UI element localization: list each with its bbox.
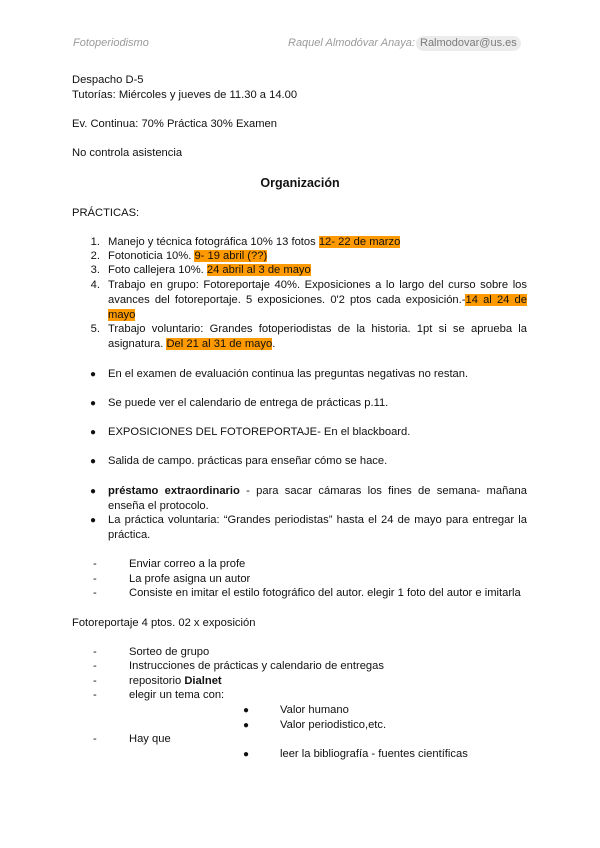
bullet-icon: ● [243, 720, 250, 731]
bullet-icon: ● [90, 486, 97, 497]
bullet-icon: ● [90, 398, 97, 409]
voluntary-step: Consiste en imitar el estilo fotográfico del autor. elegir 1 foto del autor e imitarla [129, 587, 521, 599]
tutoring-text: Tutorías: Miércoles y jueves de 11.30 a 14.00 [72, 89, 298, 101]
fotoreportaje-step [129, 675, 222, 687]
list-number: 5. [90, 323, 100, 335]
list-number: 4. [90, 279, 100, 291]
fotoreportaje-step: Instrucciones de prácticas y calendario de entregas [129, 660, 384, 672]
practica-text: Trabajo en grupo: Fotoreportaje 40%. Exposiciones a lo largo del curso sobre los avances del fotoreportaje. 5 exposiciones. 0'2 ptos cada exposición.- [108, 279, 527, 306]
bullet-icon: ● [90, 427, 97, 438]
practica-item-3 [108, 264, 311, 276]
hay-que-item: leer la bibliografía - fuentes científicas [280, 748, 468, 760]
dash-marker: - [93, 558, 97, 570]
practica-text: Fotonoticia 10%. [108, 250, 195, 262]
practica-text: Trabajo voluntario: Grandes fotoperiodistas de la historia. 1pt si se aprueba la asignatura. [108, 323, 527, 350]
dash-marker: - [93, 675, 97, 687]
practica-text: Manejo y técnica fotográfica 10% 13 fotos [108, 236, 319, 248]
practica-text: Foto callejera 10%. [108, 264, 207, 276]
dash-marker: - [93, 733, 97, 745]
practica-item-2 [108, 250, 267, 262]
practica-item-1 [108, 236, 400, 248]
bullet-icon: ● [90, 456, 97, 467]
office-text: Despacho D-5 [72, 74, 144, 86]
practica-date-highlight: Del 21 al 31 de mayo [166, 337, 273, 350]
evaluation-text: Ev. Continua: 70% Práctica 30% Examen [72, 118, 278, 130]
practica-date-highlight: 24 abril al 3 de mayo [206, 264, 311, 276]
note-item: En el examen de evaluación continua las preguntas negativas no restan. [108, 368, 469, 380]
voluntary-step: La profe asigna un autor [129, 573, 251, 585]
attendance-text: No controla asistencia [72, 147, 183, 159]
bullet-icon: ● [243, 705, 250, 716]
dialnet-link[interactable]: Dialnet [184, 675, 222, 687]
bullet-icon: ● [243, 749, 250, 760]
dash-marker: - [93, 587, 97, 599]
bullet-icon: ● [90, 369, 97, 380]
practica-date-highlight: 14 al 24 de mayo [108, 293, 527, 321]
hay-que-label: Hay que [129, 733, 171, 745]
dash-marker: - [93, 660, 97, 672]
list-number: 1. [90, 236, 100, 248]
note-item [108, 484, 527, 514]
bullet-icon: ● [90, 515, 97, 526]
fotoreportaje-step: elegir un tema con: [129, 689, 225, 701]
header-subject: Fotoperiodismo [73, 37, 149, 49]
practica-date-highlight: 12- 22 de marzo [318, 236, 401, 248]
note-item: Salida de campo. prácticas para enseñar cómo se hace. [108, 455, 388, 467]
dash-marker: - [93, 689, 97, 701]
tema-item: Valor periodistico,etc. [280, 719, 387, 731]
list-number: 2. [90, 250, 100, 262]
note-bold: préstamo extraordinario [108, 485, 240, 497]
practicas-label: PRÁCTICAS: [72, 207, 140, 219]
voluntary-step: Enviar correo a la profe [129, 558, 246, 570]
note-item: Se puede ver el calendario de entrega de prácticas p.11. [108, 397, 389, 409]
section-title: Organización [260, 176, 340, 190]
header-teacher: Raquel Almodóvar Anaya: [288, 37, 415, 49]
step-text: repositorio [129, 675, 185, 687]
list-number: 3. [90, 264, 100, 276]
note-text: - para sacar cámaras los fines de semana- mañana enseña el protocolo. [108, 485, 527, 512]
dash-marker: - [93, 573, 97, 585]
tema-item: Valor humano [280, 704, 349, 716]
practica-date-highlight: 9- 19 abril (??) [194, 250, 268, 262]
dash-marker: - [93, 646, 97, 658]
header-email[interactable]: Ralmodovar@us.es [420, 37, 517, 49]
note-item: La práctica voluntaria: “Grandes periodistas” hasta el 24 de mayo para entregar la práctica. [108, 514, 527, 541]
fotoreportaje-label: Fotoreportaje 4 ptos. 02 x exposición [72, 617, 256, 629]
note-item: EXPOSICIONES DEL FOTOREPORTAJE- En el blackboard. [108, 426, 411, 438]
fotoreportaje-step: Sorteo de grupo [129, 646, 210, 658]
practica-item-4 [108, 278, 527, 322]
practica-item-5: Trabajo voluntario: Grandes fotoperiodistas de la historia. 1pt si se aprueba la asignatura. Del 21 al 31 de mayo. [108, 323, 527, 350]
